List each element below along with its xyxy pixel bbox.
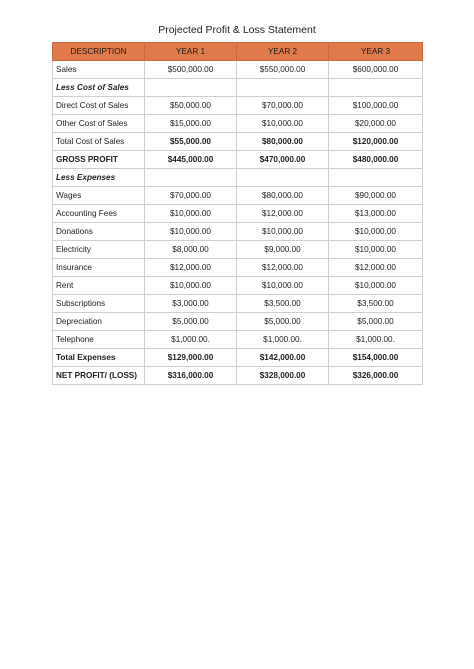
year-1-value: $70,000.00 <box>145 187 237 205</box>
year-2-value: $70,000.00 <box>237 97 329 115</box>
year-3-value: $90,000.00 <box>329 187 423 205</box>
year-2-value: $1,000.00. <box>237 331 329 349</box>
year-3-value: $600,000.00 <box>329 61 423 79</box>
year-2-value: $12,000.00 <box>237 259 329 277</box>
year-1-value: $129,000.00 <box>145 349 237 367</box>
row-label: Total Expenses <box>53 349 145 367</box>
row-label: Wages <box>53 187 145 205</box>
year-3-value: $20,000.00 <box>329 115 423 133</box>
row-label: Less Cost of Sales <box>53 79 145 97</box>
table-row <box>53 331 423 349</box>
row-label: Total Cost of Sales <box>53 133 145 151</box>
year-2-value: $142,000.00 <box>237 349 329 367</box>
year-3-value: $100,000.00 <box>329 97 423 115</box>
table-row <box>53 133 423 151</box>
document-title: Projected Profit & Loss Statement <box>158 24 316 36</box>
year-1-value: $55,000.00 <box>145 133 237 151</box>
year-2-value: $328,000.00 <box>237 367 329 385</box>
row-label: NET PROFIT/ (LOSS) <box>53 367 145 385</box>
year-2-value: $9,000.00 <box>237 241 329 259</box>
row-label: Donations <box>53 223 145 241</box>
year-3-value: $120,000.00 <box>329 133 423 151</box>
table-row <box>53 205 423 223</box>
year-1-value: $15,000.00 <box>145 115 237 133</box>
row-label: Accounting Fees <box>53 205 145 223</box>
row-label: Sales <box>53 61 145 79</box>
year-1-value: $10,000.00 <box>145 223 237 241</box>
year-2-value: $10,000.00 <box>237 223 329 241</box>
table-row <box>53 187 423 205</box>
year-2-value: $5,000.00 <box>237 313 329 331</box>
year-1-value <box>145 79 237 97</box>
table-row <box>53 79 423 97</box>
year-3-value: $3,500.00 <box>329 295 423 313</box>
year-1-value: $5,000.00 <box>145 313 237 331</box>
row-label: Other Cost of Sales <box>53 115 145 133</box>
year-3-value: $480,000.00 <box>329 151 423 169</box>
year-1-value: $50,000.00 <box>145 97 237 115</box>
table-row <box>53 259 423 277</box>
table-row <box>53 313 423 331</box>
year-2-value: $3,500.00 <box>237 295 329 313</box>
column-header-description: DESCRIPTION <box>53 43 145 61</box>
table-row <box>53 241 423 259</box>
column-header-year-2: YEAR 2 <box>237 43 329 61</box>
profit-loss-table <box>52 42 423 385</box>
column-header-year-1: YEAR 1 <box>145 43 237 61</box>
year-2-value: $10,000.00 <box>237 115 329 133</box>
table-row <box>53 349 423 367</box>
table-row <box>53 295 423 313</box>
year-3-value: $10,000.00 <box>329 223 423 241</box>
year-2-value: $80,000.00 <box>237 133 329 151</box>
table-row <box>53 151 423 169</box>
year-1-value: $8,000.00 <box>145 241 237 259</box>
table-row <box>53 367 423 385</box>
year-1-value <box>145 169 237 187</box>
row-label: Insurance <box>53 259 145 277</box>
year-1-value: $500,000.00 <box>145 61 237 79</box>
year-1-value: $445,000.00 <box>145 151 237 169</box>
year-2-value: $10,000.00 <box>237 277 329 295</box>
year-3-value: $5,000.00 <box>329 313 423 331</box>
row-label: Subscriptions <box>53 295 145 313</box>
year-2-value: $80,000.00 <box>237 187 329 205</box>
year-2-value: $550,000.00 <box>237 61 329 79</box>
year-1-value: $12,000.00 <box>145 259 237 277</box>
year-3-value <box>329 79 423 97</box>
year-3-value: $10,000.00 <box>329 241 423 259</box>
table-row <box>53 223 423 241</box>
year-3-value: $154,000.00 <box>329 349 423 367</box>
year-2-value <box>237 169 329 187</box>
table-row <box>53 169 423 187</box>
year-3-value: $1,000.00. <box>329 331 423 349</box>
row-label: Direct Cost of Sales <box>53 97 145 115</box>
year-3-value: $10,000.00 <box>329 277 423 295</box>
year-1-value: $316,000.00 <box>145 367 237 385</box>
row-label: Less Expenses <box>53 169 145 187</box>
year-1-value: $10,000.00 <box>145 277 237 295</box>
table-row <box>53 61 423 79</box>
row-label: GROSS PROFIT <box>53 151 145 169</box>
table-row <box>53 115 423 133</box>
row-label: Depreciation <box>53 313 145 331</box>
row-label: Telephone <box>53 331 145 349</box>
column-header-year-3: YEAR 3 <box>329 43 423 61</box>
year-1-value: $10,000.00 <box>145 205 237 223</box>
year-3-value: $13,000.00 <box>329 205 423 223</box>
table-header-row <box>53 43 423 61</box>
year-2-value: $12,000.00 <box>237 205 329 223</box>
year-2-value <box>237 79 329 97</box>
table-row <box>53 97 423 115</box>
year-3-value <box>329 169 423 187</box>
row-label: Electricity <box>53 241 145 259</box>
year-1-value: $1,000.00. <box>145 331 237 349</box>
year-3-value: $12,000.00 <box>329 259 423 277</box>
year-2-value: $470,000.00 <box>237 151 329 169</box>
table-row <box>53 277 423 295</box>
year-3-value: $326,000.00 <box>329 367 423 385</box>
year-1-value: $3,000.00 <box>145 295 237 313</box>
row-label: Rent <box>53 277 145 295</box>
